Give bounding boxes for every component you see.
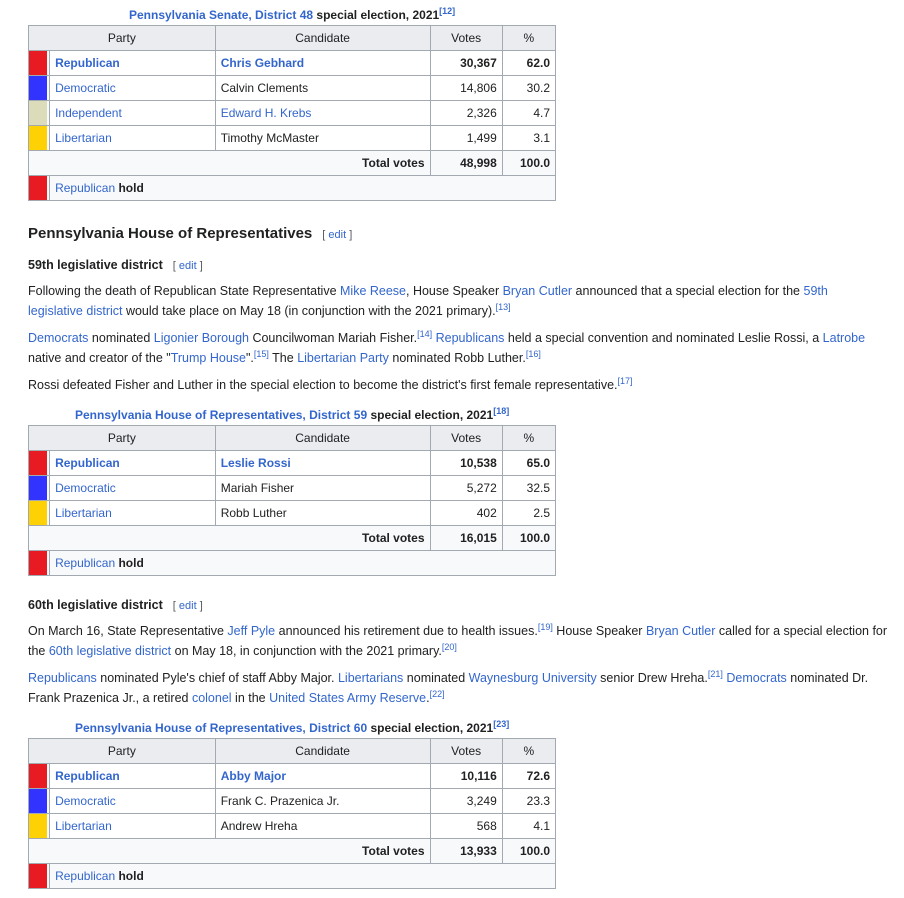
edit-section: [ edit ] bbox=[172, 260, 203, 272]
table-row bbox=[29, 126, 556, 151]
total-votes: 16,015 bbox=[430, 526, 502, 551]
hold-row bbox=[29, 864, 556, 889]
wiki-link[interactable]: Mike Reese bbox=[340, 284, 406, 298]
wiki-link[interactable]: Trump House bbox=[170, 351, 246, 365]
ref-link[interactable]: [23] bbox=[493, 719, 510, 729]
pct-cell: 65.0 bbox=[502, 451, 555, 476]
pct-cell: 4.1 bbox=[502, 814, 555, 839]
votes-cell: 568 bbox=[430, 814, 502, 839]
pct-cell: 3.1 bbox=[502, 126, 555, 151]
table-row bbox=[29, 814, 556, 839]
votes-cell: 5,272 bbox=[430, 476, 502, 501]
party-color-swatch bbox=[29, 789, 50, 814]
ref-link[interactable]: [15] bbox=[253, 348, 269, 359]
ref-link[interactable]: [16] bbox=[525, 348, 541, 359]
ref-link[interactable]: [21] bbox=[707, 668, 723, 679]
candidate-name: Mariah Fisher bbox=[215, 476, 430, 501]
total-votes: 13,933 bbox=[430, 839, 502, 864]
party-color-swatch bbox=[29, 476, 50, 501]
party-link[interactable]: Democratic bbox=[55, 481, 116, 495]
hold-label: Republican hold bbox=[50, 551, 556, 576]
table-header-row bbox=[29, 26, 556, 51]
candidate-link[interactable]: Abby Major bbox=[220, 769, 287, 783]
total-pct: 100.0 bbox=[502, 526, 555, 551]
ref-link[interactable]: [19] bbox=[537, 621, 553, 632]
table-row bbox=[29, 101, 556, 126]
candidate-link[interactable]: Edward H. Krebs bbox=[220, 106, 312, 120]
candidate-link[interactable]: Chris Gebhard bbox=[220, 56, 305, 70]
party-link[interactable]: Democratic bbox=[55, 794, 116, 808]
party-color-swatch bbox=[29, 126, 50, 151]
table1-caption: Pennsylvania Senate, District 48 special election, 2021[12] bbox=[129, 6, 456, 22]
candidate-name: Timothy McMaster bbox=[215, 126, 430, 151]
candidate-name: Robb Luther bbox=[215, 501, 430, 526]
total-pct: 100.0 bbox=[502, 839, 555, 864]
paragraph: On March 16, State Representative Jeff Pyle announced his retirement due to health issues.[19] House Speaker Bryan Cutler called for a special election for the 60th legislative district on May 18, in conjunction with the 2021 primary.[20] bbox=[28, 621, 888, 658]
party-link[interactable]: Democratic bbox=[55, 81, 116, 95]
candidate-name: Andrew Hreha bbox=[215, 814, 430, 839]
party-link[interactable]: Republican bbox=[55, 769, 120, 783]
ref-link[interactable]: [18] bbox=[493, 406, 510, 416]
table2-caption: Pennsylvania House of Representatives, District 59 special election, 2021[18] bbox=[75, 406, 510, 422]
votes-cell: 10,116 bbox=[430, 764, 502, 789]
table-row bbox=[29, 764, 556, 789]
candidate-header: Candidate bbox=[215, 26, 430, 51]
table3-caption-link[interactable]: Pennsylvania House of Representatives, District 60 bbox=[75, 721, 368, 735]
votes-cell: 1,499 bbox=[430, 126, 502, 151]
ref-link[interactable]: [22] bbox=[429, 688, 445, 699]
candidate-header: Candidate bbox=[215, 739, 430, 764]
votes-cell: 14,806 bbox=[430, 76, 502, 101]
candidate-header: Candidate bbox=[215, 426, 430, 451]
votes-header: Votes bbox=[430, 739, 502, 764]
wiki-link[interactable]: Jeff Pyle bbox=[227, 624, 276, 638]
table-row bbox=[29, 789, 556, 814]
party-link[interactable]: Independent bbox=[55, 106, 122, 120]
pct-cell: 72.6 bbox=[502, 764, 555, 789]
candidate-name: Calvin Clements bbox=[215, 76, 430, 101]
wiki-link[interactable]: Ligonier Borough bbox=[153, 331, 249, 345]
ref-link[interactable]: [14] bbox=[417, 328, 433, 339]
pct-cell: 32.5 bbox=[502, 476, 555, 501]
votes-cell: 30,367 bbox=[430, 51, 502, 76]
party-color-swatch bbox=[29, 814, 50, 839]
party-header: Party bbox=[29, 426, 216, 451]
hold-row bbox=[29, 176, 556, 201]
wiki-link[interactable]: Democrats bbox=[28, 331, 89, 345]
total-votes: 48,998 bbox=[430, 151, 502, 176]
party-color-swatch bbox=[29, 76, 50, 101]
total-row bbox=[29, 839, 556, 864]
wiki-link[interactable]: colonel bbox=[191, 691, 232, 705]
pct-cell: 30.2 bbox=[502, 76, 555, 101]
wiki-link[interactable]: 60th legislative district bbox=[48, 644, 172, 658]
pct-cell: 23.3 bbox=[502, 789, 555, 814]
votes-cell: 3,249 bbox=[430, 789, 502, 814]
paragraph: Republicans nominated Pyle's chief of staff Abby Major. Libertarians nominated Waynesburg University senior Drew Hreha.[21] Democrats nominated Dr. Frank Prazenica Jr., a retired colonel in the United States Army Reserve.[22] bbox=[28, 668, 869, 705]
table2-caption-link[interactable]: Pennsylvania House of Representatives, District 59 bbox=[75, 408, 368, 422]
party-color-swatch bbox=[29, 764, 50, 789]
party-color-swatch bbox=[29, 501, 50, 526]
total-label: Total votes bbox=[29, 526, 431, 551]
table-header-row bbox=[29, 739, 556, 764]
paragraph: Democrats nominated Ligonier Borough Councilwoman Mariah Fisher.[14] Republicans held a special convention and nominated Leslie Rossi, a Latrobe native and creator of the "Trump House".[15] The Libertarian Party nominated Robb Luther.[16] bbox=[28, 328, 866, 365]
party-color-swatch bbox=[29, 551, 50, 576]
hold-label: Republican hold bbox=[50, 176, 556, 201]
wiki-link[interactable]: Bryan Cutler bbox=[502, 284, 573, 298]
table1-caption-link[interactable]: Pennsylvania Senate, District 48 bbox=[129, 8, 314, 22]
wiki-link[interactable]: Libertarian Party bbox=[297, 351, 389, 365]
edit-section: [ edit ] bbox=[172, 600, 203, 612]
votes-header: Votes bbox=[430, 426, 502, 451]
party-color-swatch bbox=[29, 101, 50, 126]
pct-cell: 62.0 bbox=[502, 51, 555, 76]
wiki-link[interactable]: Libertarians bbox=[337, 671, 404, 685]
edit-link[interactable]: edit bbox=[178, 260, 197, 272]
table3-caption: Pennsylvania House of Representatives, District 60 special election, 2021[23] bbox=[75, 719, 510, 735]
edit-section: [ edit ] bbox=[322, 229, 353, 241]
edit-link[interactable]: edit bbox=[178, 600, 197, 612]
table-row bbox=[29, 451, 556, 476]
wiki-link[interactable]: Bryan Cutler bbox=[645, 624, 716, 638]
paragraph: Following the death of Republican State Representative Mike Reese, House Speaker Bryan Cutler announced that a special election for the 59th legislative district would take place on May 18 (in conjunction with the 2021 primary).[13] bbox=[28, 284, 828, 318]
wiki-link[interactable]: Republicans bbox=[28, 671, 97, 685]
total-row bbox=[29, 151, 556, 176]
table-row bbox=[29, 76, 556, 101]
total-label: Total votes bbox=[29, 839, 431, 864]
party-color-swatch bbox=[29, 864, 50, 889]
total-pct: 100.0 bbox=[502, 151, 555, 176]
pct-cell: 2.5 bbox=[502, 501, 555, 526]
wiki-link[interactable]: Republicans bbox=[435, 331, 505, 345]
party-link[interactable]: Republican bbox=[55, 456, 120, 470]
wiki-link[interactable]: Democrats bbox=[726, 671, 787, 685]
ref-link[interactable]: [20] bbox=[441, 641, 457, 652]
ref-link[interactable]: [17] bbox=[617, 375, 633, 386]
paragraph: Rossi defeated Fisher and Luther in the special election to become the district's first female representative.[17] bbox=[28, 375, 633, 392]
election-table-house-59 bbox=[28, 425, 556, 576]
votes-cell: 2,326 bbox=[430, 101, 502, 126]
party-color-swatch bbox=[29, 51, 50, 76]
party-color-swatch bbox=[29, 176, 50, 201]
candidate-name: Frank C. Prazenica Jr. bbox=[215, 789, 430, 814]
hold-row bbox=[29, 551, 556, 576]
election-table-senate-48 bbox=[28, 25, 556, 201]
wiki-link[interactable]: Waynesburg University bbox=[468, 671, 597, 685]
edit-link[interactable]: edit bbox=[328, 229, 347, 241]
table-row bbox=[29, 476, 556, 501]
election-table-house-60 bbox=[28, 738, 556, 889]
party-link[interactable]: Republican bbox=[55, 869, 116, 883]
votes-header: Votes bbox=[430, 26, 502, 51]
pct-header: % bbox=[502, 26, 555, 51]
candidate-link[interactable]: Leslie Rossi bbox=[220, 456, 291, 470]
table-row bbox=[29, 501, 556, 526]
party-header: Party bbox=[29, 739, 216, 764]
hold-label: Republican hold bbox=[50, 864, 556, 889]
party-header: Party bbox=[29, 26, 216, 51]
votes-cell: 10,538 bbox=[430, 451, 502, 476]
party-link[interactable]: Republican bbox=[55, 556, 116, 570]
party-link[interactable]: Libertarian bbox=[55, 819, 112, 833]
total-row bbox=[29, 526, 556, 551]
party-link[interactable]: Libertarian bbox=[55, 131, 112, 145]
total-label: Total votes bbox=[29, 151, 431, 176]
party-link[interactable]: Republican bbox=[55, 181, 116, 195]
subsection-heading-60: 60th legislative district [ edit ] bbox=[28, 598, 203, 612]
party-color-swatch bbox=[29, 451, 50, 476]
section-heading-house: Pennsylvania House of Representatives [ edit ] bbox=[28, 225, 353, 242]
wiki-link[interactable]: 59th legislative district bbox=[28, 284, 828, 318]
ref-link[interactable]: [12] bbox=[439, 6, 456, 16]
pct-header: % bbox=[502, 739, 555, 764]
wiki-link[interactable]: Latrobe bbox=[822, 331, 866, 345]
table-header-row bbox=[29, 426, 556, 451]
table-row bbox=[29, 51, 556, 76]
ref-link[interactable]: [13] bbox=[495, 301, 511, 312]
pct-header: % bbox=[502, 426, 555, 451]
votes-cell: 402 bbox=[430, 501, 502, 526]
party-link[interactable]: Libertarian bbox=[55, 506, 112, 520]
party-link[interactable]: Republican bbox=[55, 56, 120, 70]
wiki-link[interactable]: United States Army Reserve bbox=[269, 691, 427, 705]
pct-cell: 4.7 bbox=[502, 101, 555, 126]
subsection-heading-59: 59th legislative district [ edit ] bbox=[28, 258, 203, 272]
